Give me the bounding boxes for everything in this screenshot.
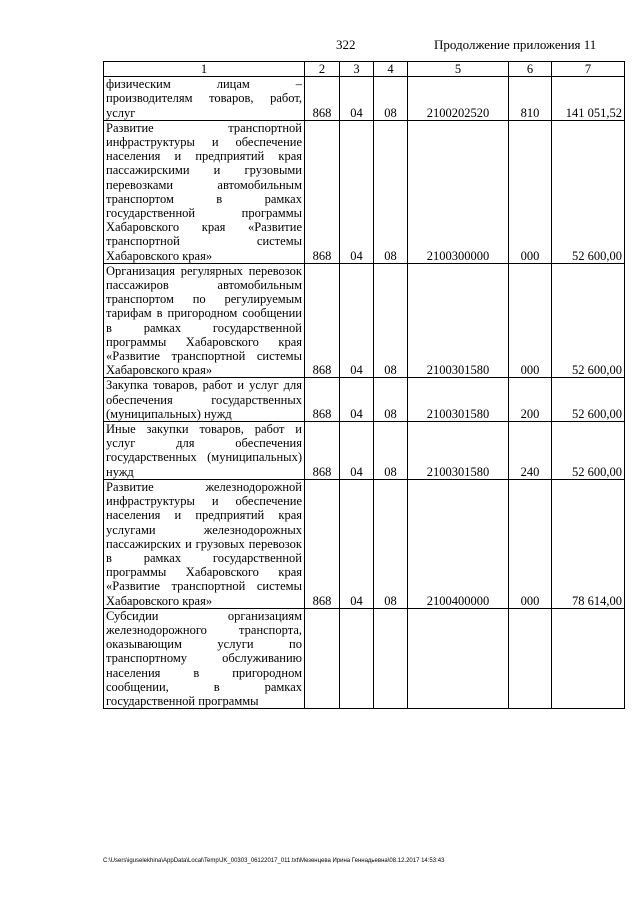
table-row <box>104 263 625 378</box>
column-header: 6 <box>509 62 552 77</box>
cell-expense-type: 810 <box>509 77 552 121</box>
cell-target-item: 2100301580 <box>408 378 509 422</box>
cell-amount: 78 614,00 <box>552 479 625 608</box>
row-name: Развитие железнодорожной инфраструктуры и обеспечение населения и предприятий края услугами железнодорожных пассажирских и грузовых перевозок в рамках государственной программы Хабаровского края «Развитие транспортной системы Хабаровского края» <box>104 479 305 608</box>
cell-section: 04 <box>340 479 374 608</box>
cell-expense-type: 000 <box>509 479 552 608</box>
cell-expense-type: 200 <box>509 378 552 422</box>
cell-admin-code: 868 <box>305 120 340 263</box>
cell-expense-type <box>509 608 552 708</box>
budget-table <box>103 61 625 709</box>
column-header: 7 <box>552 62 625 77</box>
file-path-footer: C:\Users\iguselekhina\AppData\Local\Temp\JK_00303_06122017_011.txt\Мезенцева Ирина Геннадьевна\08.12.2017 14:53:43 <box>103 858 445 864</box>
cell-target-item <box>408 608 509 708</box>
table-header-row <box>104 62 625 77</box>
cell-target-item: 2100300000 <box>408 120 509 263</box>
column-header: 3 <box>340 62 374 77</box>
cell-subsection <box>374 608 408 708</box>
cell-section: 04 <box>340 263 374 378</box>
column-header: 2 <box>305 62 340 77</box>
table-row <box>104 608 625 708</box>
column-header: 1 <box>104 62 305 77</box>
cell-subsection: 08 <box>374 479 408 608</box>
cell-subsection: 08 <box>374 77 408 121</box>
cell-admin-code: 868 <box>305 479 340 608</box>
cell-admin-code: 868 <box>305 422 340 480</box>
cell-section: 04 <box>340 77 374 121</box>
cell-expense-type: 240 <box>509 422 552 480</box>
cell-admin-code: 868 <box>305 263 340 378</box>
row-name: Иные закупки товаров, работ и услуг для обеспечения государственных (муниципальных) нужд <box>104 422 305 480</box>
cell-target-item: 2100301580 <box>408 263 509 378</box>
table-row <box>104 378 625 422</box>
cell-subsection: 08 <box>374 263 408 378</box>
cell-subsection: 08 <box>374 378 408 422</box>
cell-section <box>340 608 374 708</box>
cell-amount: 52 600,00 <box>552 378 625 422</box>
column-header: 4 <box>374 62 408 77</box>
cell-amount: 52 600,00 <box>552 422 625 480</box>
cell-expense-type: 000 <box>509 263 552 378</box>
row-name: физическим лицам – производителям товаров, работ, услуг <box>104 77 305 121</box>
row-name: Развитие транспортной инфраструктуры и обеспечение населения и предприятий края пассажирскими и грузовыми перевозками автомобильным транспортом в рамках государственной программы Хабаровского края «Развитие транспортной системы Хабаровского края» <box>104 120 305 263</box>
cell-amount <box>552 608 625 708</box>
table-row <box>104 77 625 121</box>
cell-target-item: 2100400000 <box>408 479 509 608</box>
cell-subsection: 08 <box>374 120 408 263</box>
row-name: Закупка товаров, работ и услуг для обеспечения государственных (муниципальных) нужд <box>104 378 305 422</box>
cell-amount: 52 600,00 <box>552 120 625 263</box>
table-row <box>104 479 625 608</box>
cell-admin-code <box>305 608 340 708</box>
row-name: Субсидии организациям железнодорожного транспорта, оказывающим услуги по транспортному обслуживанию населения в пригородном сообщении, в рамках государственной программы <box>104 608 305 708</box>
table-row <box>104 120 625 263</box>
page-number: 322 <box>336 37 356 52</box>
cell-target-item: 2100301580 <box>408 422 509 480</box>
cell-subsection: 08 <box>374 422 408 480</box>
cell-expense-type: 000 <box>509 120 552 263</box>
table-row <box>104 422 625 480</box>
cell-admin-code: 868 <box>305 378 340 422</box>
column-header: 5 <box>408 62 509 77</box>
cell-section: 04 <box>340 378 374 422</box>
continuation-label: Продолжение приложения 11 <box>434 37 597 52</box>
cell-section: 04 <box>340 120 374 263</box>
cell-admin-code: 868 <box>305 77 340 121</box>
row-name: Организация регулярных перевозок пассажиров автомобильным транспортом по регулируемым тарифам в пригородном сообщении в рамках государственной программы Хабаровского края «Развитие транспортной системы Хабаровского края» <box>104 263 305 378</box>
cell-amount: 141 051,52 <box>552 77 625 121</box>
cell-section: 04 <box>340 422 374 480</box>
cell-target-item: 2100202520 <box>408 77 509 121</box>
cell-amount: 52 600,00 <box>552 263 625 378</box>
